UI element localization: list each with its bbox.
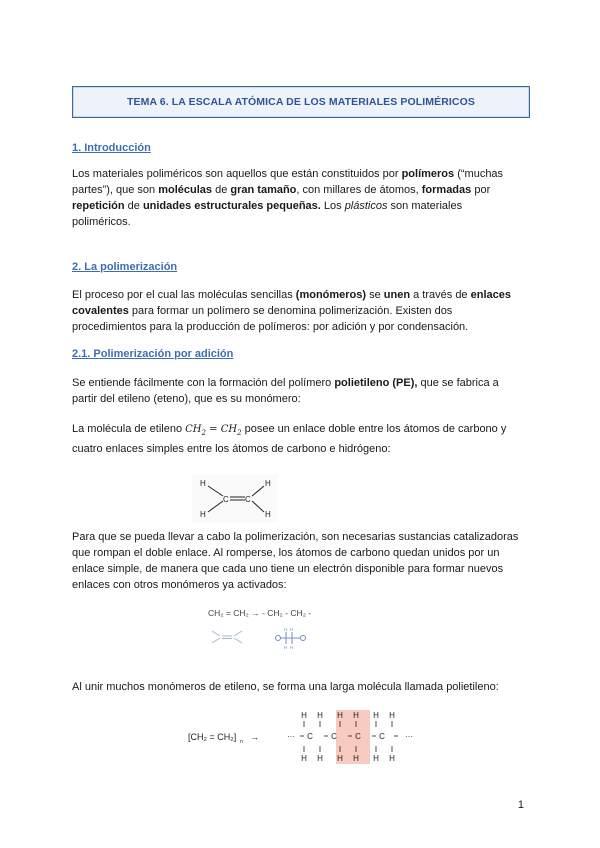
section-heading-adicion: 2.1. Polimerización por adición bbox=[72, 348, 234, 360]
hydrogen-atom-bottom: H bbox=[301, 754, 307, 763]
section-heading-polimerizacion: 2. La polimerización bbox=[72, 261, 178, 273]
hydrogen-atom-top: H bbox=[317, 711, 323, 720]
svg-text:H: H bbox=[290, 645, 294, 650]
ethylene-structure-diagram bbox=[192, 474, 278, 522]
hydrogen-atom-bottom: H bbox=[337, 754, 343, 763]
hydrogen-atom-top: H bbox=[373, 711, 379, 720]
svg-text:H: H bbox=[200, 510, 206, 519]
page-title: TEMA 6. LA ESCALA ATÓMICA DE LOS MATERIALES POLIMÉRICOS bbox=[127, 96, 475, 108]
hydrogen-atom-bottom: H bbox=[373, 754, 379, 763]
hydrogen-atom-top: H bbox=[389, 711, 395, 720]
carbon-atom: C bbox=[331, 732, 337, 741]
adicion-paragraph-2: La molécula de etileno $CH_2 = CH_2$ posee un enlace doble entre los átomos de carbono y cuatro enlaces simples entre los átomos de carbono e hidrógeno: bbox=[72, 423, 507, 455]
polimerizacion-paragraph: El proceso por el cual las moléculas sencillas (monómeros) se unen a través de enlaces covalentes para formar un polímero se denomina polimerización. Existen dos procedimientos para la producción de polímeros: por adición y por condensación. bbox=[72, 289, 511, 333]
hydrogen-atom-top: H bbox=[337, 711, 343, 720]
svg-text:H: H bbox=[284, 645, 288, 650]
svg-text:H: H bbox=[265, 479, 271, 488]
adicion-paragraph-3: Para que se pueda llevar a cabo la polimerización, son necesarias sustancias catalizadoras que rompan el doble enlace. Al romperse, los átomos de carbono quedan unidos por un enlace simple, de manera que cada uno tiene un electrón disponible para formar nuevos enlaces con otros monómeros ya activados: bbox=[72, 531, 519, 591]
polyethylene-structure-diagram bbox=[188, 709, 428, 765]
svg-text:H: H bbox=[290, 627, 294, 632]
monomer-activation-diagram bbox=[206, 603, 336, 657]
section-heading-introduccion: 1. Introducción bbox=[72, 142, 151, 154]
hydrogen-atom-bottom: H bbox=[353, 754, 359, 763]
intro-paragraph: Los materiales poliméricos son aquellos que están constituidos por polímeros (“muchas partes”), que son moléculas de gran tamaño, con millares de átomos, formadas por repetición de unidades estructurales pequeñas. Los plásticos son materiales poliméricos. bbox=[72, 168, 504, 228]
adicion-paragraph-4: Al unir muchos monómeros de etileno, se forma una larga molécula llamada polietileno: bbox=[72, 681, 499, 693]
svg-text:···: ··· bbox=[287, 732, 295, 741]
svg-text:H: H bbox=[200, 479, 206, 488]
page-title-box bbox=[72, 86, 530, 118]
svg-text:n: n bbox=[240, 739, 243, 745]
carbon-atom: C bbox=[379, 732, 385, 741]
svg-text:C: C bbox=[223, 495, 229, 504]
svg-text:C: C bbox=[245, 495, 251, 504]
svg-text:CH₂ = CH₂ → - CH₂ - CH₂ -: CH₂ = CH₂ → - CH₂ - CH₂ - bbox=[208, 608, 312, 618]
hydrogen-atom-bottom: H bbox=[317, 754, 323, 763]
hydrogen-atom-top: H bbox=[301, 711, 307, 720]
carbon-atom: C bbox=[307, 732, 313, 741]
svg-text:H: H bbox=[265, 510, 271, 519]
svg-text:H: H bbox=[284, 627, 288, 632]
carbon-atom: C bbox=[355, 732, 361, 741]
adicion-paragraph-1: Se entiende fácilmente con la formación del polímero polietileno (PE), que se fabrica a partir del etileno (eteno), que es su monómero: bbox=[72, 377, 499, 405]
svg-text:→: → bbox=[250, 732, 259, 742]
ethylene-formula: $CH_2 = CH_2$ bbox=[185, 424, 242, 437]
page-number: 1 bbox=[517, 799, 524, 811]
svg-text:···: ··· bbox=[405, 732, 413, 741]
monomer-bracket-label bbox=[188, 732, 259, 745]
svg-text:[CH₂ = CH₂]: [CH₂ = CH₂] bbox=[188, 732, 237, 742]
hydrogen-atom-top: H bbox=[353, 711, 359, 720]
hydrogen-atom-bottom: H bbox=[389, 754, 395, 763]
